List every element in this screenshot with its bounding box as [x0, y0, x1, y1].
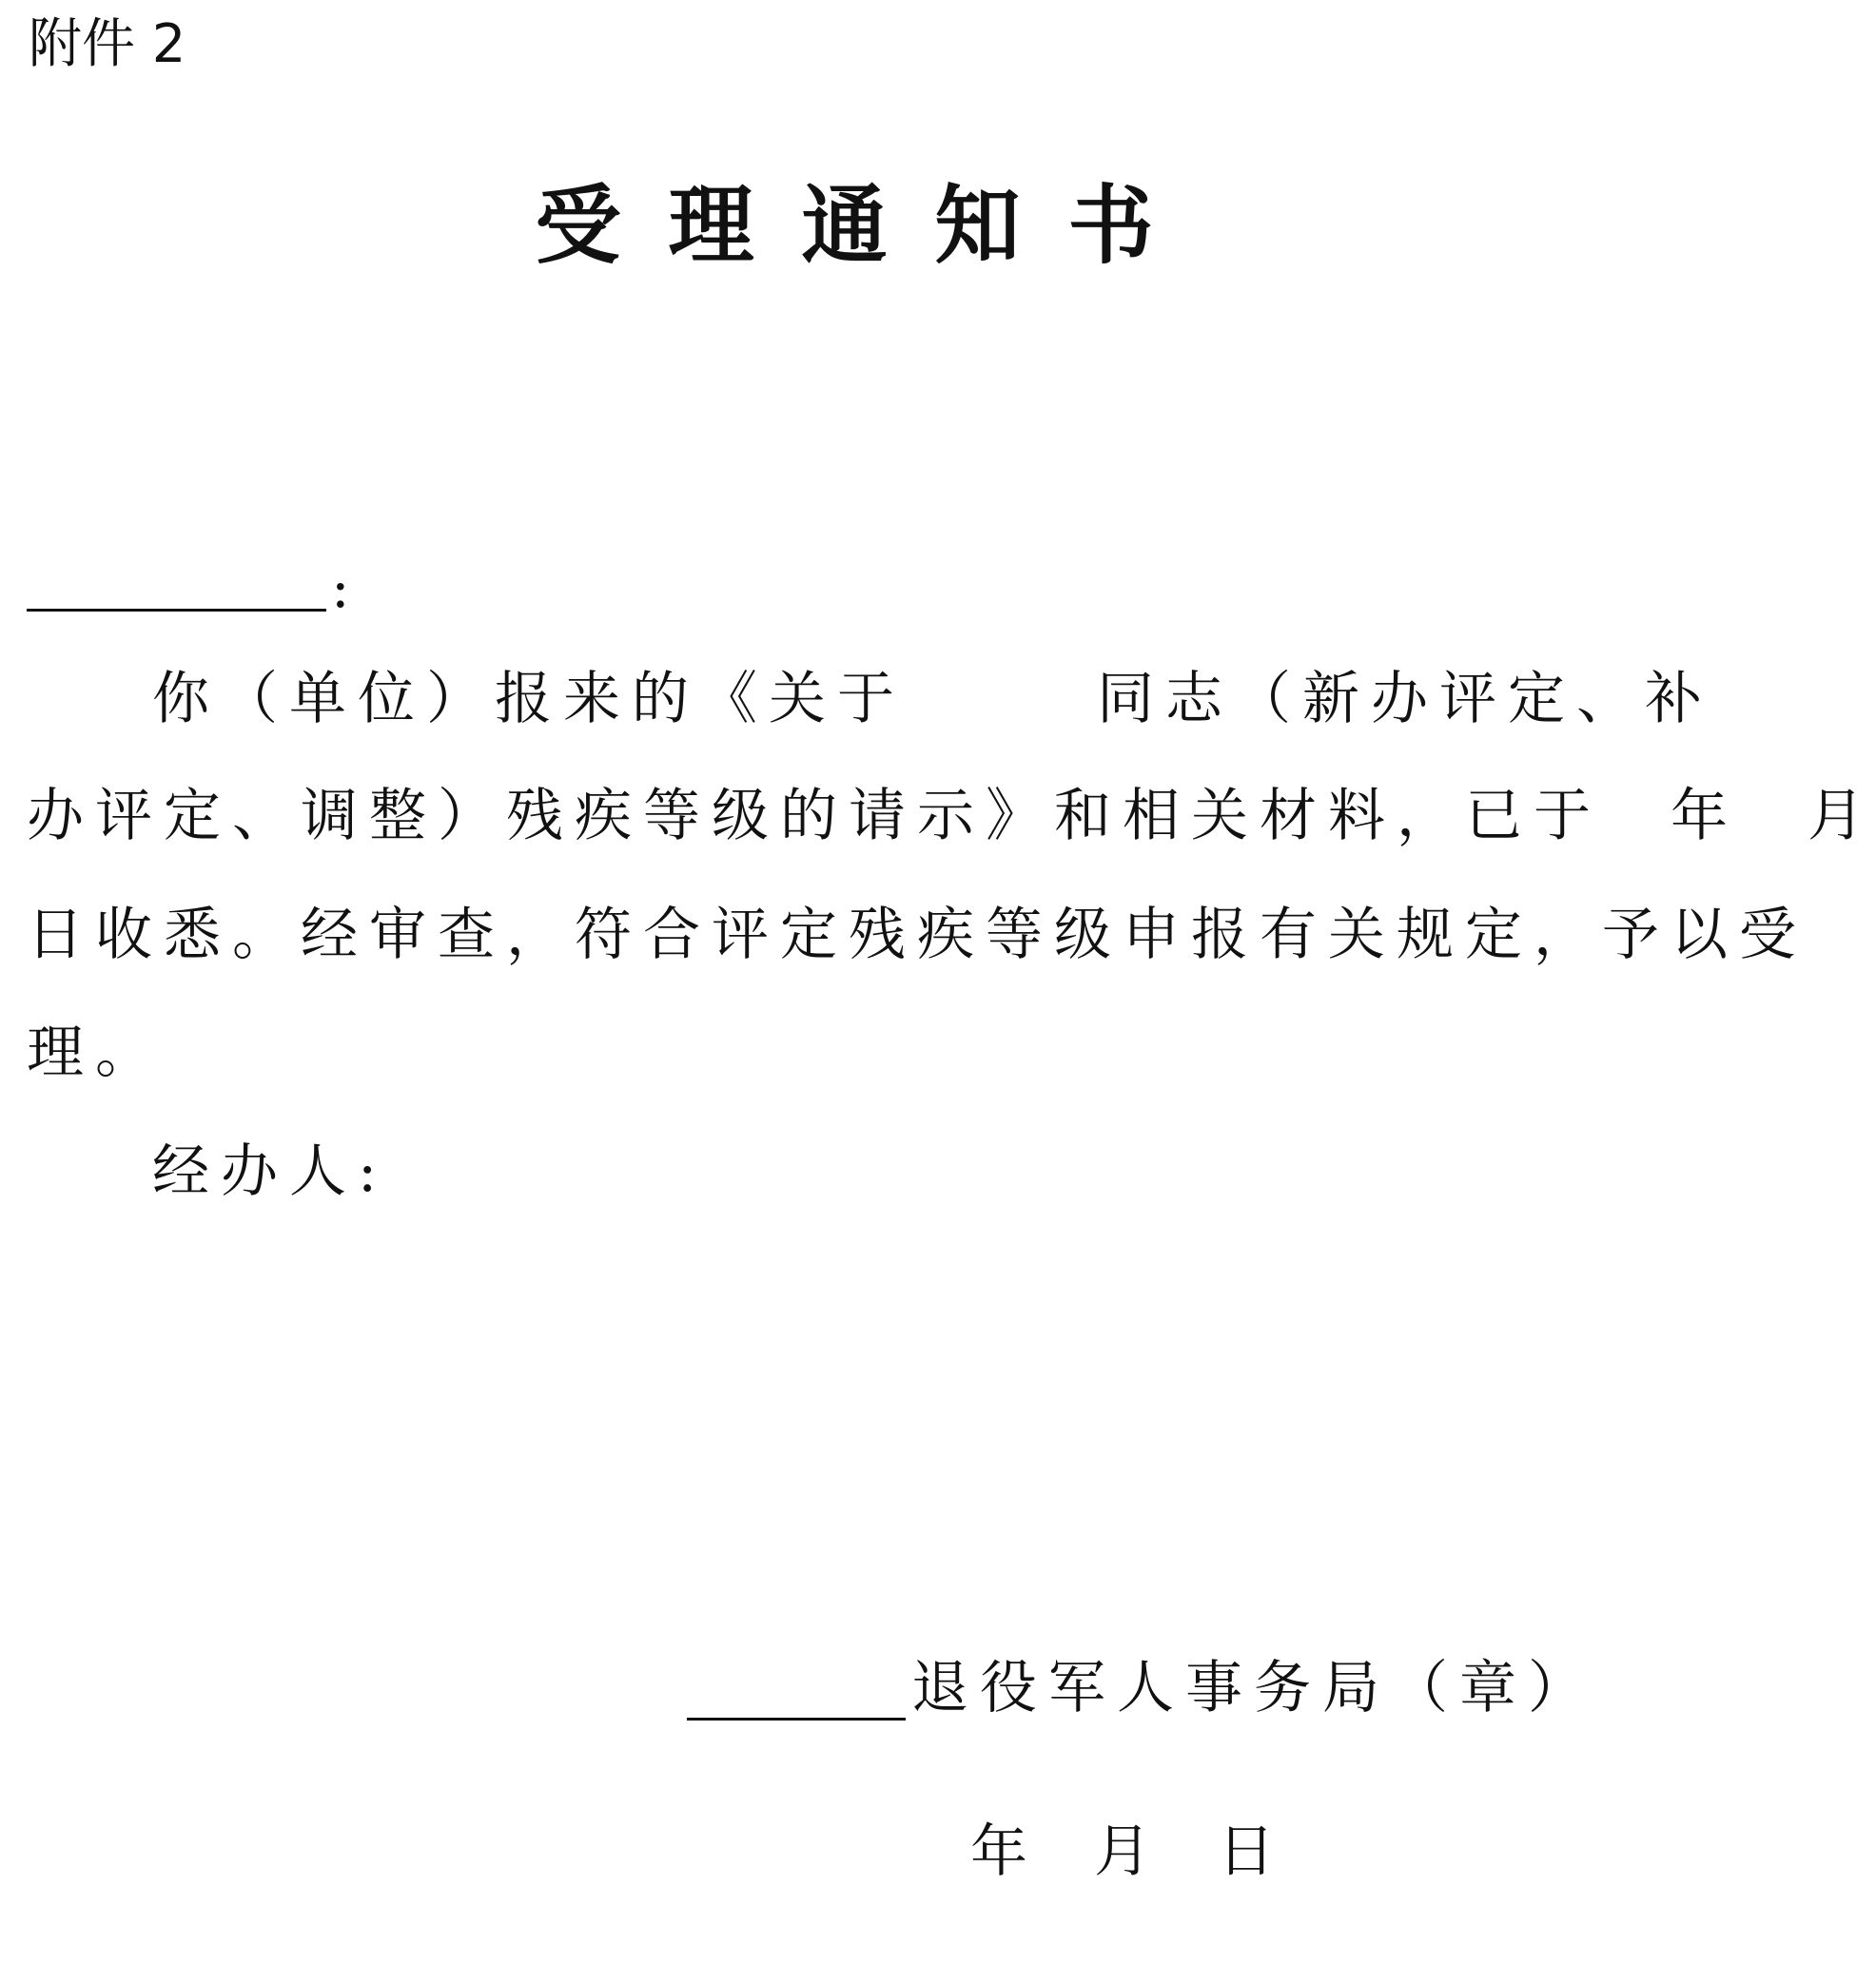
office-blank-line: [687, 1718, 906, 1721]
body-line-1-part-1: 你（单位）报来的《关于: [152, 666, 906, 732]
body-line-1-part-2: 同志（新办评定、补: [1097, 666, 1713, 732]
addressee-blank-line: [27, 609, 326, 612]
handler-label: 经办人:: [152, 1138, 389, 1205]
office-seal-label: 退役军人事务局（章）: [911, 1655, 1596, 1721]
attachment-label: 附件 2: [29, 13, 186, 75]
body-line-4: 理。: [27, 1020, 164, 1086]
addressee-colon: :: [331, 555, 350, 620]
body-line-2: 办评定、调整）残疾等级的请示》和相关材料，已于 年 月: [27, 783, 1876, 849]
date-line: 年月日: [970, 1818, 1341, 1885]
page-title: 受理通知书: [535, 176, 1202, 276]
body-line-3: 日收悉。经审查，符合评定残疾等级申报有关规定，予以受: [27, 902, 1808, 968]
